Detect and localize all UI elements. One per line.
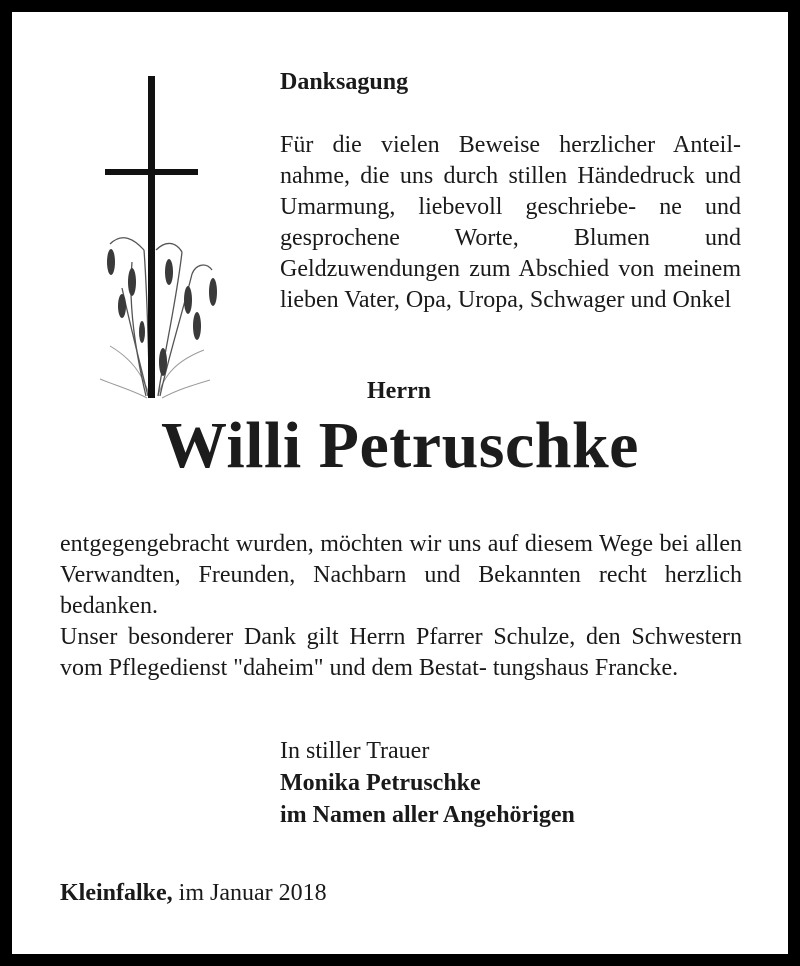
cross-with-grass-icon (92, 74, 222, 404)
body-line: Unser besonderer Dank gilt Herrn Pfarrer Schulze, den (60, 624, 621, 650)
honorific: Herrn (367, 378, 431, 404)
thanks-block-1 (60, 529, 742, 622)
on-behalf-line: im Namen aller Angehörigen (280, 802, 575, 828)
closing-block (280, 735, 575, 831)
closing-phrase: In stiller Trauer (280, 738, 430, 764)
body-line: Schwestern vom Pflegedienst "daheim" und dem Bestat- (60, 624, 742, 681)
body-line: recht herzlich bedanken. (60, 562, 743, 619)
deceased-name: Willi Petruschke (161, 409, 639, 482)
signer-name: Monika Petruschke (280, 770, 481, 796)
intro-line: ne und gesprochene Worte, Blumen (280, 194, 742, 251)
body-line: bei allen Verwandten, Freunden, Nachbarn und Bekannten (60, 531, 743, 588)
body-line: tungshaus Francke. (492, 655, 679, 681)
intro-line: Schwager und Onkel (529, 287, 732, 313)
thanks-paragraph (60, 529, 742, 684)
intro-line: nahme, die uns durch stillen Händedruck (280, 163, 695, 189)
intro-line: und Geldzuwendungen zum Abschied (280, 225, 742, 282)
body-line: entgegengebracht wurden, möchten wir uns auf diesem Wege (60, 531, 654, 557)
thanks-block-2 (60, 622, 742, 684)
place-date-line (60, 880, 327, 907)
intro-line: Für die vielen Beweise herzlicher Anteil- (280, 132, 741, 158)
intro-line: von meinem lieben Vater, Opa, Uropa, (280, 256, 742, 313)
date: im Januar 2018 (178, 880, 327, 906)
notice-heading: Danksagung (280, 69, 409, 95)
intro-line: und Umarmung, liebevoll geschriebe- (280, 163, 741, 220)
place: Kleinfalke, (60, 880, 173, 906)
intro-paragraph (280, 130, 741, 316)
